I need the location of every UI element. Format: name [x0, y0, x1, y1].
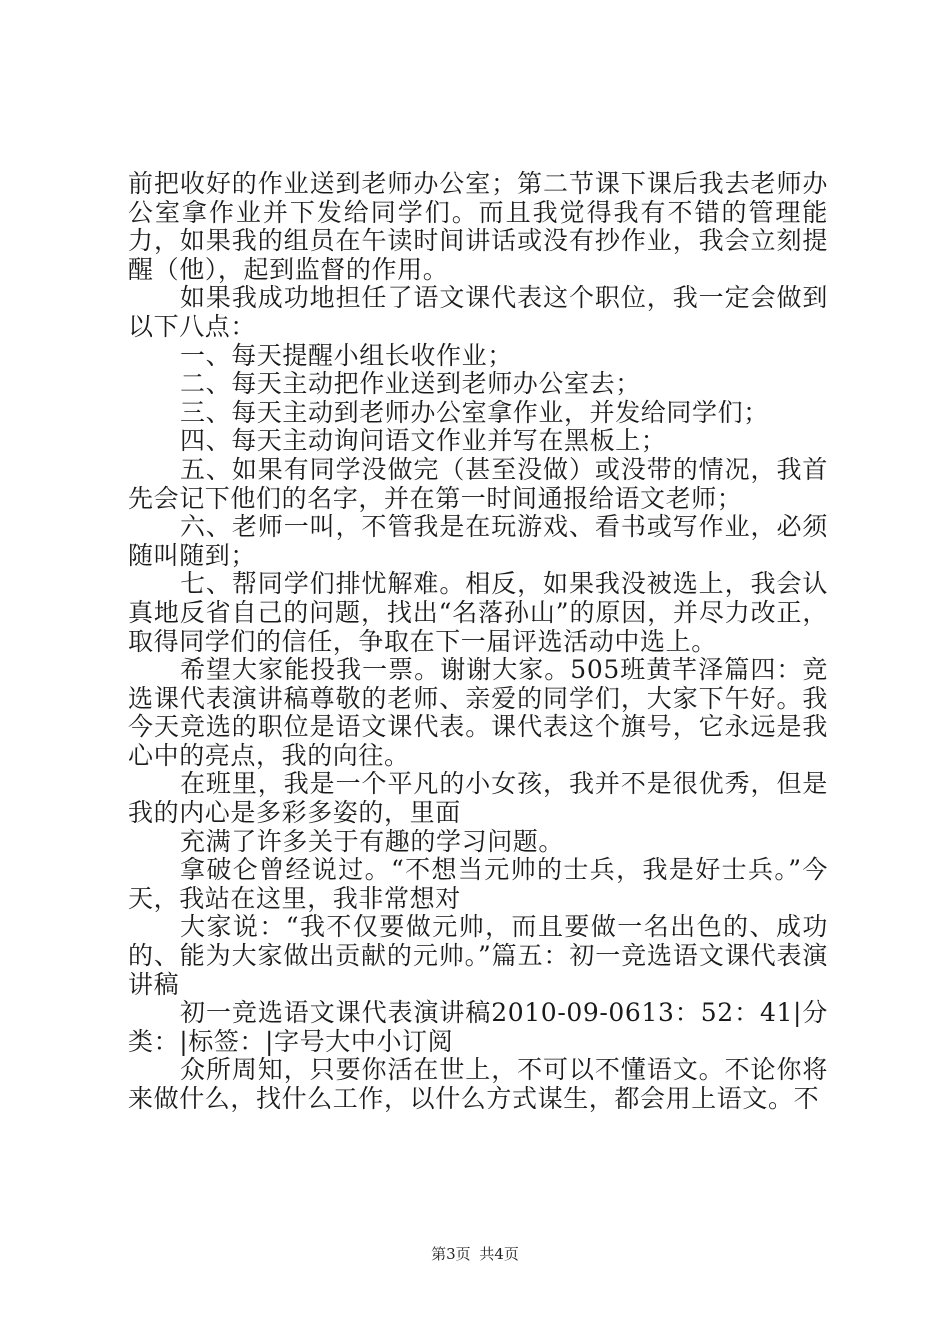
paragraph: 前把收好的作业送到老师办公室；第二节课下课后我去老师办公室拿作业并下发给同学们。而且我觉得我有不错的管理能力，如果我的组员在午读时间讲话或没有抄作业，我会立刻提醒（他），起到监督的作用。 — [128, 169, 828, 284]
list-item: 五、如果有同学没做完（甚至没做）或没带的情况，我首先会记下他们的名字，并在第一时间通报给语文老师； — [128, 454, 828, 513]
list-item: 一、每天提醒小组长收作业； — [180, 340, 513, 370]
paragraph: 希望大家能投我一票。谢谢大家。505班黄芊泽篇四：竞选课代表演讲稿尊敬的老师、亲爱的同学们，大家下午好。我今天竞选的职位是语文课代表。课代表这个旗号，它永远是我心中的亮点，我的向往。 — [128, 655, 828, 770]
list-item: 四、每天主动询问语文作业并写在黑板上； — [180, 426, 667, 456]
list-item: 六、老师一叫，不管我是在玩游戏、看书或写作业，必须随叫随到； — [128, 512, 828, 570]
list-item: 二、每天主动把作业送到老师办公室去； — [180, 369, 641, 399]
page-total: 共4页 — [479, 1245, 519, 1263]
paragraph: 拿破仑曾经说过。“不想当元帅的士兵，我是好士兵。”今天，我站在这里，我非常想对 — [128, 855, 828, 913]
page-number: 第3页 — [431, 1245, 471, 1263]
paragraph: 初一竞选语文课代表演讲稿2010-09-0613：52：41|分类：|标签：|字号大中小订阅 — [128, 998, 828, 1056]
page-footer — [0, 1244, 950, 1264]
document-body — [128, 170, 828, 1114]
list-item: 七、帮同学们排忧解难。相反，如果我没被选上，我会认真地反省自己的问题，找出“名落孙山”的原因，并尽力改正，取得同学们的信任，争取在下一届评选活动中选上。 — [128, 569, 828, 656]
list-item: 三、每天主动到老师办公室拿作业，并发给同学们； — [180, 397, 769, 427]
paragraph: 众所周知，只要你活在世上，不可以不懂语文。不论你将来做什么，找什么工作，以什么方式谋生，都会用上语文。不 — [128, 1055, 828, 1113]
paragraph: 大家说：“我不仅要做元帅，而且要做一名出色的、成功的、能为大家做出贡献的元帅。”篇五：初一竞选语文课代表演讲稿 — [128, 912, 828, 999]
paragraph: 在班里，我是一个平凡的小女孩，我并不是很优秀，但是我的内心是多彩多姿的，里面 — [128, 769, 828, 828]
paragraph: 充满了许多关于有趣的学习问题。 — [180, 826, 565, 856]
paragraph: 如果我成功地担任了语文课代表这个职位，我一定会做到以下八点： — [128, 283, 828, 341]
